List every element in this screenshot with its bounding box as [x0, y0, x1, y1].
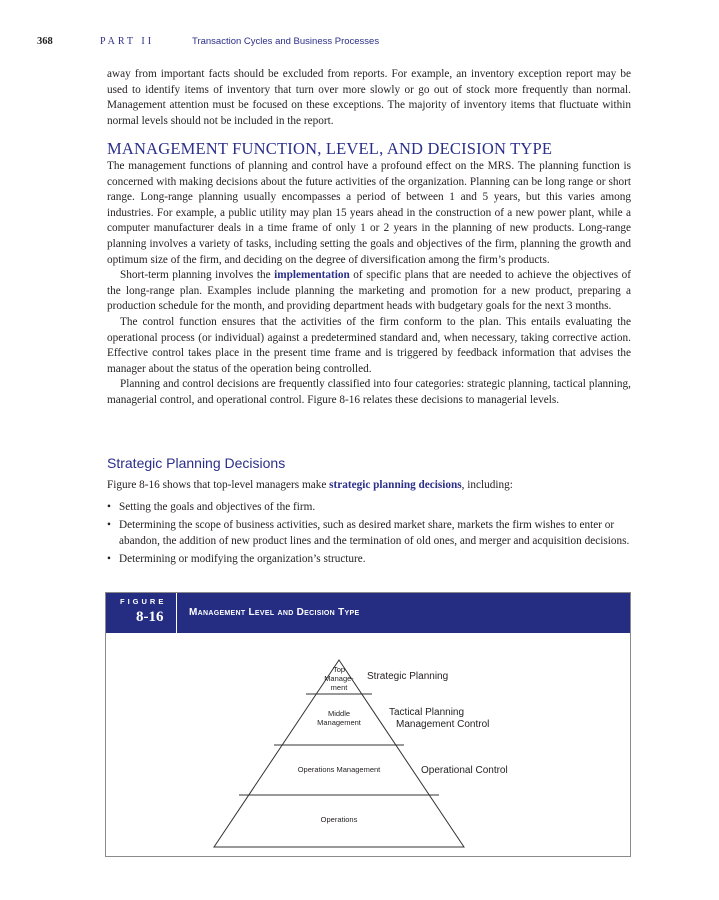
para2-after: of specific plans that are needed to achieve the objectives of the long-range plan. Examples include planning the marketing and promotion for a new product, preparing a production schedule for the month, and providing department heads with budgetary goals for the next 3 months. — [107, 269, 631, 313]
pyramid-diagram — [106, 593, 630, 856]
term-implementation: implementation — [274, 269, 350, 282]
subsection-body — [107, 478, 631, 571]
decision-operational-control: Operational Control — [421, 765, 508, 776]
section-heading: MANAGEMENT FUNCTION, LEVEL, AND DECISION TYPE — [107, 139, 553, 158]
subsection-intro — [107, 478, 631, 494]
level-operations-management: Operations Management — [297, 765, 381, 774]
subsection-heading: Strategic Planning Decisions — [107, 455, 286, 471]
intro-block — [107, 67, 631, 129]
section-body — [107, 159, 631, 409]
running-header — [37, 36, 379, 47]
paragraph-categories: Planning and control decisions are frequently classified into four categories: strategic planning, tactical planning, managerial control, and operational control. Figure 8-16 relates these decisions to managerial levels. — [107, 378, 631, 406]
intro-before: Figure 8-16 shows that top-level managers make — [107, 479, 330, 491]
list-item — [107, 518, 631, 549]
para2-before: Short-term planning involves the — [120, 269, 275, 282]
level-top-line1: Top — [332, 665, 346, 674]
figure-label: FIGURE — [120, 597, 167, 606]
level-middle-line1: Middle — [327, 709, 351, 718]
bullet-dot: • — [107, 519, 111, 532]
level-top-line3: ment — [330, 683, 348, 692]
chapter-title: Transaction Cycles and Business Processes — [192, 36, 380, 47]
paragraph-short-term — [107, 268, 631, 315]
figure-title: Management Level and Decision Type — [189, 607, 360, 618]
decision-tactical-planning: Tactical Planning — [389, 707, 465, 718]
list-item — [107, 500, 631, 516]
term-strategic-planning: strategic planning decisions — [329, 479, 462, 491]
bullet-dot: • — [107, 553, 111, 566]
list-item-text: Determining the scope of business activities, such as desired market share, markets the firm wishes to enter or abandon, the addition of new product lines and the termination of old ones, and merger and acquisition decisions. — [119, 519, 630, 547]
list-item — [107, 552, 631, 568]
page-number: 368 — [37, 36, 53, 47]
list-item-text: Determining or modifying the organization’s structure. — [119, 553, 366, 566]
figure-number: 8-16 — [136, 609, 164, 625]
intro-after: , including: — [461, 479, 513, 491]
decision-management-control: Management Control — [396, 719, 490, 730]
figure-8-16 — [105, 592, 631, 857]
decision-strategic-planning: Strategic Planning — [367, 671, 449, 682]
bullet-list — [107, 500, 631, 568]
paragraph-planning: The management functions of planning and control have a profound effect on the MRS. The planning function is concerned with making decisions about the future activities of the organization. Planning can be long range or short range. Long-range planning usually encompasses a period of between 1 and 5 years, but this varies among industries. For example, a public utility may plan 15 years ahead in the construction of a new power plant, while a computer manufacturer deals in a time frame of only 1 or 2 years in the planning of new products. Long-range planning involves a variety of tasks, including setting the goals and objectives of the firm, planning the growth and optimum size of the firm, and deciding on the degree of diversification among the firm’s products. — [107, 160, 631, 266]
bullet-dot: • — [107, 500, 111, 513]
level-middle-line2: Management — [317, 718, 361, 727]
list-item-text: Setting the goals and objectives of the firm. — [119, 500, 316, 513]
part-label: PART II — [100, 36, 155, 47]
paragraph-control: The control function ensures that the activities of the firm conform to the plan. This entails evaluating the operational process (or individual) against a predetermined standard and, when necessary, taking corrective action. Effective control takes place in the present time frame and is triggered by feedback information that advises the manager about the status of the operation being controlled. — [107, 315, 631, 375]
intro-paragraph: away from important facts should be excluded from reports. For example, an inventory exception report may be used to identify items of inventory that turn over more slowly or go out of stock more frequently than normal. Management attention must be focused on these exceptions. The majority of inventory items that fluctuate within normal levels should not be included in the report. — [107, 68, 631, 127]
level-operations: Operations — [320, 815, 358, 824]
level-top-line2: Manage- — [324, 674, 354, 683]
